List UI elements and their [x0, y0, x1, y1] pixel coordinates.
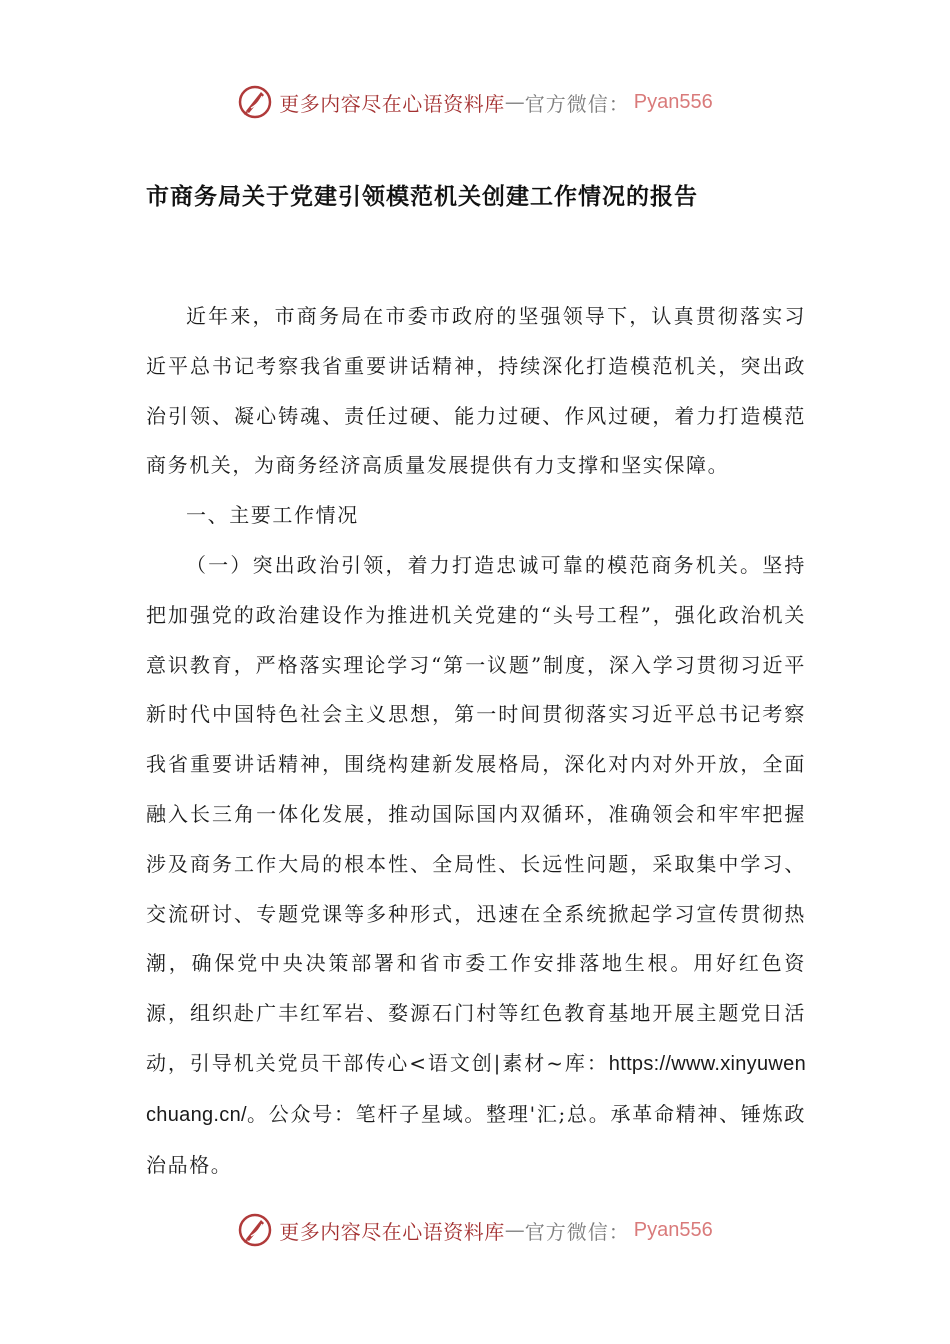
wechat-id: Pyan556 [633, 1218, 713, 1241]
footer-watermark [0, 1210, 950, 1250]
wechat-label: 官方微信： [524, 1219, 630, 1244]
wechat-id: Pyan556 [633, 90, 713, 113]
brand-separator: — [504, 1218, 525, 1242]
section-heading: 一、主要工作情况 [186, 503, 359, 528]
paragraph-text-before-url: （一）突出政治引领，着力打造忠诚可靠的模范商务机关。坚持把加强党的政治建设作为推进机关党建的“头号工程”，强化政治机关意识教育，严格落实理论学习“第一议题”制度，深入学习贯彻习近平新时代中国特色社会主义思想，第一时间贯彻落实习近平总书记考察我省重要讲话精神，围绕构建新发展格局，深化对内对外开放，全面融入长三角一体化发展，推动国际国内双循环，准确领会和牢牢把握涉及商务工作大局的根本性、全局性、长远性问题，采取集中学习、交流研讨、专题党课等多种形式，迅速在全系统掀起学习宣传贯彻热潮，确保党中央决策部署和省市委工作安排落地生根。用好红色资源，组织赴广丰红军岩、婺源石门村等红色教育基地开展主题党日活动，引导机关党员干部传心<语文创|素材~库： [146, 552, 806, 1075]
document-title: 市商务局关于党建引领模范机关创建工作情况的报告 [146, 184, 698, 210]
paragraph-intro: 近年来，市商务局在市委市政府的坚强领导下，认真贯彻落实习近平总书记考察我省重要讲话精神，持续深化打造模范机关，突出政治引领、凝心铸魂、责任过硬、能力过硬、作风过硬，着力打造模范商务机关，为商务经济高质量发展提供有力支撑和坚实保障。 [146, 304, 806, 478]
brand-text: 更多内容尽在心语资料库 [279, 91, 505, 116]
quill-logo-icon [237, 84, 273, 120]
document-body [146, 292, 806, 1190]
quill-logo-icon [237, 1212, 273, 1248]
wechat-label: 官方微信： [524, 91, 630, 116]
paragraph-political-leadership [146, 541, 806, 1190]
brand-separator: — [504, 90, 525, 114]
paragraph-text-after-url: 。公众号：笔杆子星域。整理'汇;总。承革命精神、锤炼政治品格。 [146, 1101, 806, 1177]
brand-text: 更多内容尽在心语资料库 [279, 1219, 505, 1244]
header-watermark [0, 82, 950, 122]
source-url: https://www.xinyuwenchuang.cn/ [146, 1052, 806, 1126]
